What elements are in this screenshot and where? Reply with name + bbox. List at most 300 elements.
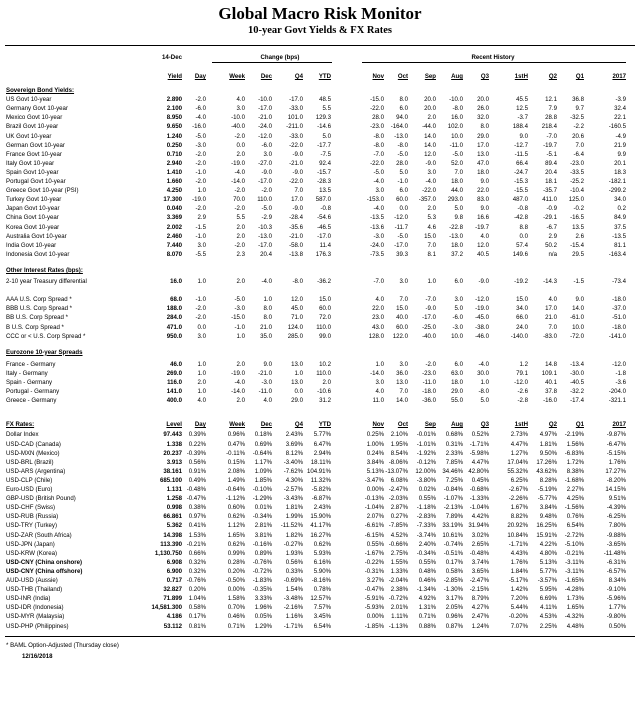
group-header: Recent History: [471, 54, 515, 61]
table-cell: -0.10%: [252, 486, 272, 493]
table-cell: 66.861: [163, 513, 182, 521]
table-cell: -1.71%: [508, 540, 528, 548]
table-cell: -11.0: [258, 388, 272, 396]
table-cell: 12.5: [516, 105, 528, 113]
table-cell: 2.0: [236, 232, 245, 240]
table-cell: -17.0: [394, 241, 408, 249]
table-cell: 7.0: [427, 241, 436, 249]
table-cell: -4.0: [234, 379, 245, 386]
table-cell: -44.0: [422, 123, 436, 131]
table-cell: 4.0: [236, 96, 245, 104]
row-label: USD-PHP (Philippines): [6, 622, 69, 630]
table-cell: 22.0: [372, 305, 384, 313]
table-cell: 20.0: [424, 105, 436, 113]
table-cell: -5.93%: [364, 604, 384, 612]
table-cell: 48.5: [319, 96, 331, 104]
table-cell: 104.91%: [306, 467, 331, 475]
table-cell: 16.0: [170, 278, 182, 285]
table-cell: 7.57%: [313, 604, 331, 612]
table-cell: -2.72%: [564, 531, 584, 539]
table-cell: 3.84%: [366, 458, 384, 466]
row-label: Spain - Germany: [6, 379, 53, 386]
table-cell: 3.0: [236, 105, 245, 113]
column-header: Sep: [424, 421, 436, 429]
table-cell: 8.28%: [539, 476, 557, 484]
table-cell: 0.89%: [254, 549, 272, 557]
table-cell: 2.0: [427, 205, 436, 213]
table-cell: 45.5: [516, 96, 528, 104]
table-cell: -321.1: [608, 397, 626, 405]
table-cell: -73.5: [370, 250, 384, 258]
table-cell: -1.67%: [364, 549, 384, 557]
table-cell: 89.4: [545, 159, 557, 167]
table-cell: -30.0: [570, 369, 584, 377]
row-label: Indonesia Govt 10-year: [6, 250, 70, 258]
table-cell: 10.2: [319, 360, 331, 368]
table-cell: -1.33%: [469, 495, 489, 503]
table-cell: 28.0: [372, 114, 384, 122]
table-cell: 1.82%: [285, 531, 303, 539]
table-cell: 2.05%: [445, 604, 463, 612]
table-cell: -5.0: [234, 296, 245, 304]
footnote-text: * BAML Option-Adjusted (Thursday close): [6, 641, 119, 649]
column-header: Q2: [548, 73, 557, 80]
table-cell: -5.19%: [537, 486, 557, 493]
table-cell: 6.08%: [390, 476, 408, 484]
table-cell: 0.0: [399, 205, 408, 213]
table-cell: 2.38%: [390, 586, 408, 594]
table-cell: 1.2: [519, 360, 528, 368]
table-cell: 128.0: [368, 332, 384, 340]
table-cell: -2.85%: [443, 577, 463, 584]
table-cell: -7.0: [373, 278, 384, 285]
table-cell: 2.940: [166, 159, 182, 167]
column-header: Q4: [294, 421, 303, 429]
table-cell: -6.0: [195, 105, 206, 113]
column-header: Dec: [260, 73, 272, 80]
table-cell: 8.12%: [285, 449, 303, 457]
table-cell: 1.17%: [254, 458, 272, 466]
table-cell: -15.4: [570, 241, 584, 249]
table-cell: 129.3: [315, 114, 331, 122]
table-cell: -9.88%: [606, 531, 626, 539]
table-cell: 9.51%: [608, 495, 626, 503]
table-cell: 71.899: [163, 595, 182, 603]
table-cell: -7.5: [320, 150, 331, 158]
table-cell: -182.1: [608, 178, 626, 185]
table-cell: -6.83%: [564, 449, 584, 457]
row-label: UK Govt 10-year: [6, 132, 52, 140]
row-label: USD-JPN (Japan): [6, 540, 55, 548]
table-cell: -2.47%: [469, 577, 489, 584]
table-cell: 8.38%: [566, 467, 584, 475]
table-cell: -22.0: [422, 187, 436, 195]
table-cell: -2.8: [517, 397, 528, 405]
table-cell: 41.17%: [310, 522, 331, 530]
column-header: 1stH: [514, 421, 528, 429]
table-cell: 4.0: [197, 397, 206, 405]
table-cell: 7.20%: [510, 595, 528, 603]
table-cell: 0.81%: [188, 622, 206, 630]
table-cell: 1.95%: [390, 440, 408, 448]
table-cell: -0.51%: [443, 549, 463, 557]
table-cell: -15.7: [317, 168, 331, 176]
table-cell: -3.0: [452, 323, 463, 331]
table-cell: -9.0: [292, 205, 303, 213]
column-header: Sep: [424, 73, 436, 80]
table-cell: 16.6: [477, 214, 489, 222]
row-label: USD-ZAR (South Africa): [6, 531, 72, 539]
table-cell: -16.5: [570, 214, 584, 222]
table-cell: 36.0: [396, 369, 408, 377]
table-cell: 1.33%: [390, 567, 408, 575]
column-header-row: [0, 72, 640, 82]
table-cell: 20.92%: [507, 522, 528, 530]
table-cell: -9.0: [292, 150, 303, 158]
table-cell: 4.0: [375, 388, 384, 396]
table-cell: 2.43%: [313, 504, 331, 512]
table-cell: -17.7: [317, 141, 331, 149]
table-cell: 17.26%: [536, 458, 557, 466]
table-cell: 1.84%: [510, 567, 528, 575]
table-cell: 4.43%: [510, 549, 528, 557]
table-cell: 21.0: [545, 314, 557, 322]
table-cell: 52.0: [451, 159, 463, 167]
table-cell: -8.0: [373, 141, 384, 149]
table-cell: 57.4: [516, 241, 528, 249]
table-cell: -2.13%: [443, 504, 463, 512]
column-header: Nov: [372, 73, 384, 80]
table-cell: 7.0: [294, 187, 303, 195]
table-cell: 6.0: [454, 278, 463, 285]
table-cell: -2.16%: [283, 604, 303, 612]
table-cell: 3.84%: [539, 504, 557, 512]
table-cell: 0.27%: [390, 513, 408, 521]
table-cell: -1.65%: [564, 577, 584, 584]
report-title: Global Macro Risk Monitor: [218, 4, 422, 23]
row-label: USD-RUB (Russia): [6, 513, 59, 521]
table-cell: -5.0: [397, 150, 408, 158]
table-cell: 18.0: [477, 168, 489, 176]
table-row: [0, 250, 640, 260]
table-cell: -2.0: [195, 305, 206, 313]
table-cell: 0.50%: [608, 622, 626, 630]
table-cell: 1.12%: [227, 522, 245, 530]
table-cell: 32.4: [614, 105, 626, 113]
table-cell: 0.62%: [313, 540, 331, 548]
table-cell: 9.8: [454, 214, 463, 222]
table-cell: 2.65%: [471, 540, 489, 548]
table-cell: 20.0: [424, 96, 436, 104]
table-cell: -13.5: [612, 232, 626, 240]
table-cell: 6.900: [166, 567, 182, 575]
table-cell: -3.11%: [565, 558, 584, 566]
header-underline: [212, 62, 332, 63]
column-header: Q1: [575, 421, 584, 429]
table-cell: 10.0: [451, 332, 463, 340]
table-cell: 188.4: [512, 123, 528, 131]
table-cell: 2.73%: [510, 431, 528, 439]
table-cell: -36.2: [317, 278, 331, 285]
table-cell: 7.89%: [445, 513, 463, 521]
top-divider: [5, 45, 635, 46]
table-cell: -3.0: [261, 379, 272, 386]
table-cell: -11.0: [422, 379, 436, 386]
row-label: USD-MXN (Mexico): [6, 449, 60, 457]
report-subtitle: 10-year Govt Yields & FX Rates: [248, 25, 392, 36]
table-cell: 8.0: [399, 96, 408, 104]
table-cell: -21.0: [289, 159, 303, 167]
table-cell: -0.31%: [364, 567, 384, 575]
table-cell: 18.1: [545, 178, 557, 185]
row-label: USD-CAD (Canada): [6, 440, 61, 448]
table-row: [0, 277, 640, 287]
table-cell: -6.0: [261, 141, 272, 149]
table-cell: 28.0: [396, 159, 408, 167]
table-cell: 24.0: [516, 323, 528, 331]
table-cell: -6.25%: [606, 513, 626, 521]
table-cell: -2.03%: [388, 495, 408, 503]
table-cell: 18.3: [614, 168, 626, 176]
table-cell: -1.56%: [564, 504, 584, 512]
table-cell: 0.22%: [188, 440, 206, 448]
table-cell: -33.0: [289, 132, 303, 140]
table-cell: -1.34%: [416, 586, 436, 594]
table-cell: -72.0: [570, 332, 584, 340]
table-cell: -5.0: [373, 168, 384, 176]
table-cell: 22.0: [477, 187, 489, 195]
table-cell: -2.0: [234, 187, 245, 195]
table-cell: 0.69%: [254, 440, 272, 448]
table-cell: -0.20%: [508, 613, 528, 621]
table-cell: 109.1: [541, 369, 557, 377]
table-cell: -2.57%: [283, 486, 303, 493]
row-label: USD-ARS (Argentina): [6, 467, 66, 475]
row-label: BBB U.S. Corp Spread *: [6, 305, 73, 313]
table-cell: -10.6: [317, 388, 331, 396]
table-cell: 17.0: [477, 141, 489, 149]
table-cell: -14.0: [231, 388, 245, 396]
table-cell: 1.00%: [366, 440, 384, 448]
table-cell: 1.660: [166, 178, 182, 185]
table-cell: -17.0: [258, 241, 272, 249]
table-cell: 20.1: [614, 159, 626, 167]
table-cell: 4.186: [166, 613, 182, 621]
table-cell: 2.40%: [418, 540, 436, 548]
row-label: CCC or < U.S. Corp Spread *: [6, 332, 86, 340]
table-cell: -2.47%: [388, 486, 408, 493]
table-cell: 13.0: [477, 150, 489, 158]
table-cell: -1.71%: [283, 622, 303, 630]
table-cell: -0.35%: [252, 586, 272, 594]
table-cell: 4.22%: [539, 540, 557, 548]
table-cell: 1.42%: [510, 586, 528, 594]
row-label: 2-10 year Treasury differential: [6, 278, 87, 285]
table-cell: -5.0: [195, 132, 206, 140]
table-cell: -2.0: [195, 205, 206, 213]
table-cell: -5.17%: [508, 577, 528, 584]
table-cell: 3.0: [197, 241, 206, 249]
table-cell: -7.85%: [388, 522, 408, 530]
table-cell: -11.0: [449, 141, 463, 149]
row-label: AAA U.S. Corp Spread *: [6, 296, 72, 304]
table-cell: -40.0: [422, 332, 436, 340]
table-cell: 17.04%: [507, 458, 528, 466]
table-cell: -16.0: [543, 397, 557, 405]
table-cell: 2.0: [322, 379, 331, 386]
row-label: Germany Govt 10-year: [6, 105, 68, 113]
table-cell: -2.6: [517, 388, 528, 396]
row-label: Korea Govt 10-year: [6, 223, 60, 231]
table-cell: -1.04%: [364, 504, 384, 512]
table-cell: 587.0: [315, 196, 331, 204]
table-cell: 8.82%: [510, 513, 528, 521]
table-cell: -2.0: [195, 159, 206, 167]
table-cell: -8.0: [452, 105, 463, 113]
table-cell: 12.1: [545, 96, 557, 104]
row-label: Euro-USD (Euro): [6, 486, 53, 493]
table-cell: 4.80%: [539, 549, 557, 557]
table-cell: -14.0: [231, 178, 245, 185]
table-cell: 2.460: [166, 232, 182, 240]
table-cell: -2.15%: [469, 586, 489, 594]
table-cell: 0.56%: [188, 458, 206, 466]
table-cell: 9.0: [480, 205, 489, 213]
table-cell: 1.410: [166, 168, 182, 176]
table-cell: 15.0: [396, 305, 408, 313]
table-cell: 32.827: [163, 586, 182, 594]
table-cell: -1.29%: [252, 495, 272, 503]
table-cell: 1.24%: [471, 622, 489, 630]
column-header: Aug: [451, 73, 463, 80]
table-cell: -8.0: [478, 388, 489, 396]
table-cell: -1.83%: [252, 577, 272, 584]
table-cell: 0.15%: [227, 458, 245, 466]
table-cell: -2.0: [234, 132, 245, 140]
table-cell: -3.9: [615, 96, 626, 104]
table-cell: 46.0: [170, 360, 182, 368]
column-header: Day: [194, 421, 206, 429]
table-cell: 3.0: [399, 360, 408, 368]
table-cell: -54.6: [317, 214, 331, 222]
table-cell: 9.0: [480, 178, 489, 185]
row-label: Mexico Govt 10-year: [6, 114, 63, 122]
table-cell: 218.4: [541, 123, 557, 131]
table-cell: 0.0: [294, 388, 303, 396]
section-title-text: Other Interest Rates (bps):: [6, 266, 83, 274]
table-cell: -3.74%: [416, 531, 436, 539]
table-cell: 0.97%: [188, 513, 206, 521]
table-cell: 8.950: [166, 114, 182, 122]
section-title-text: FX Rates:: [6, 421, 35, 429]
table-cell: 2.10%: [390, 431, 408, 439]
table-cell: 1.0: [197, 369, 206, 377]
table-cell: -6.31%: [606, 558, 626, 566]
table-cell: 1.76%: [510, 558, 528, 566]
table-cell: 14.8: [545, 360, 557, 368]
table-cell: 3.81%: [254, 531, 272, 539]
date-footer-text: 12/16/2018: [22, 652, 53, 660]
table-cell: 29.5: [572, 250, 584, 258]
table-cell: 113.390: [160, 540, 182, 548]
table-cell: 3.45%: [313, 613, 331, 621]
table-cell: -7.62%: [283, 467, 303, 475]
table-cell: 1.81%: [539, 440, 557, 448]
table-cell: -3.40%: [283, 458, 303, 466]
table-cell: 70.0: [233, 196, 245, 204]
table-cell: 0.41%: [188, 522, 206, 530]
table-cell: -11.52%: [280, 522, 303, 530]
table-cell: -0.01%: [416, 431, 436, 439]
table-cell: 1.31%: [418, 604, 436, 612]
table-cell: 149.6: [512, 250, 528, 258]
row-label: Australia Govt 10-year: [6, 232, 67, 240]
table-cell: 0.49%: [188, 476, 206, 484]
table-cell: -5.98%: [469, 449, 489, 457]
table-cell: -4.0: [261, 278, 272, 285]
row-label: Portugal Govt 10-year: [6, 178, 66, 185]
table-cell: -17.4: [570, 397, 584, 405]
table-cell: 79.1: [516, 369, 528, 377]
table-cell: -28.3: [317, 178, 331, 185]
table-cell: 1.93%: [285, 549, 303, 557]
table-cell: 30.0: [477, 369, 489, 377]
table-cell: -5.0: [261, 205, 272, 213]
table-cell: 12.0: [291, 296, 303, 304]
table-cell: 1.73%: [566, 595, 584, 603]
table-cell: 1.53%: [188, 531, 206, 539]
table-cell: -1.30%: [443, 586, 463, 594]
table-cell: 31.94%: [468, 522, 489, 530]
table-cell: 3.913: [166, 458, 182, 466]
table-cell: -4.0: [478, 360, 489, 368]
table-cell: -10.0: [258, 96, 272, 104]
table-cell: 0.24%: [366, 449, 384, 457]
table-cell: 4.42%: [471, 513, 489, 521]
table-cell: 22.1: [614, 114, 626, 122]
column-header: Q3: [480, 73, 489, 80]
table-cell: -299.2: [608, 187, 626, 195]
table-cell: 0.20%: [227, 567, 245, 575]
table-cell: -19.0: [231, 369, 245, 377]
table-cell: -5.96%: [606, 595, 626, 603]
table-cell: 400.0: [166, 397, 182, 405]
table-cell: -10.3: [258, 223, 272, 231]
table-cell: 35.0: [260, 332, 272, 340]
table-cell: 15.91%: [536, 531, 557, 539]
table-row: [0, 622, 640, 632]
table-cell: 71.0: [291, 314, 303, 322]
table-cell: 40.5: [477, 250, 489, 258]
table-cell: 9.50%: [539, 449, 557, 457]
table-cell: -11.7: [394, 223, 408, 231]
table-cell: -5.82%: [311, 486, 331, 493]
table-cell: 1.58%: [227, 595, 245, 603]
table-cell: -19.7: [543, 141, 557, 149]
table-cell: -19.0: [475, 305, 489, 313]
table-cell: 0.55%: [366, 540, 384, 548]
table-cell: n/a: [548, 250, 557, 258]
table-cell: 18.0: [451, 178, 463, 185]
table-cell: 0.17%: [445, 558, 463, 566]
table-cell: -1.71%: [469, 440, 489, 448]
table-cell: -2.0: [195, 150, 206, 158]
table-cell: 0.55%: [418, 558, 436, 566]
table-cell: 2.75%: [390, 549, 408, 557]
table-cell: -17.0: [422, 314, 436, 322]
table-cell: 5.0: [322, 132, 331, 140]
table-cell: 5.13%: [366, 467, 384, 475]
